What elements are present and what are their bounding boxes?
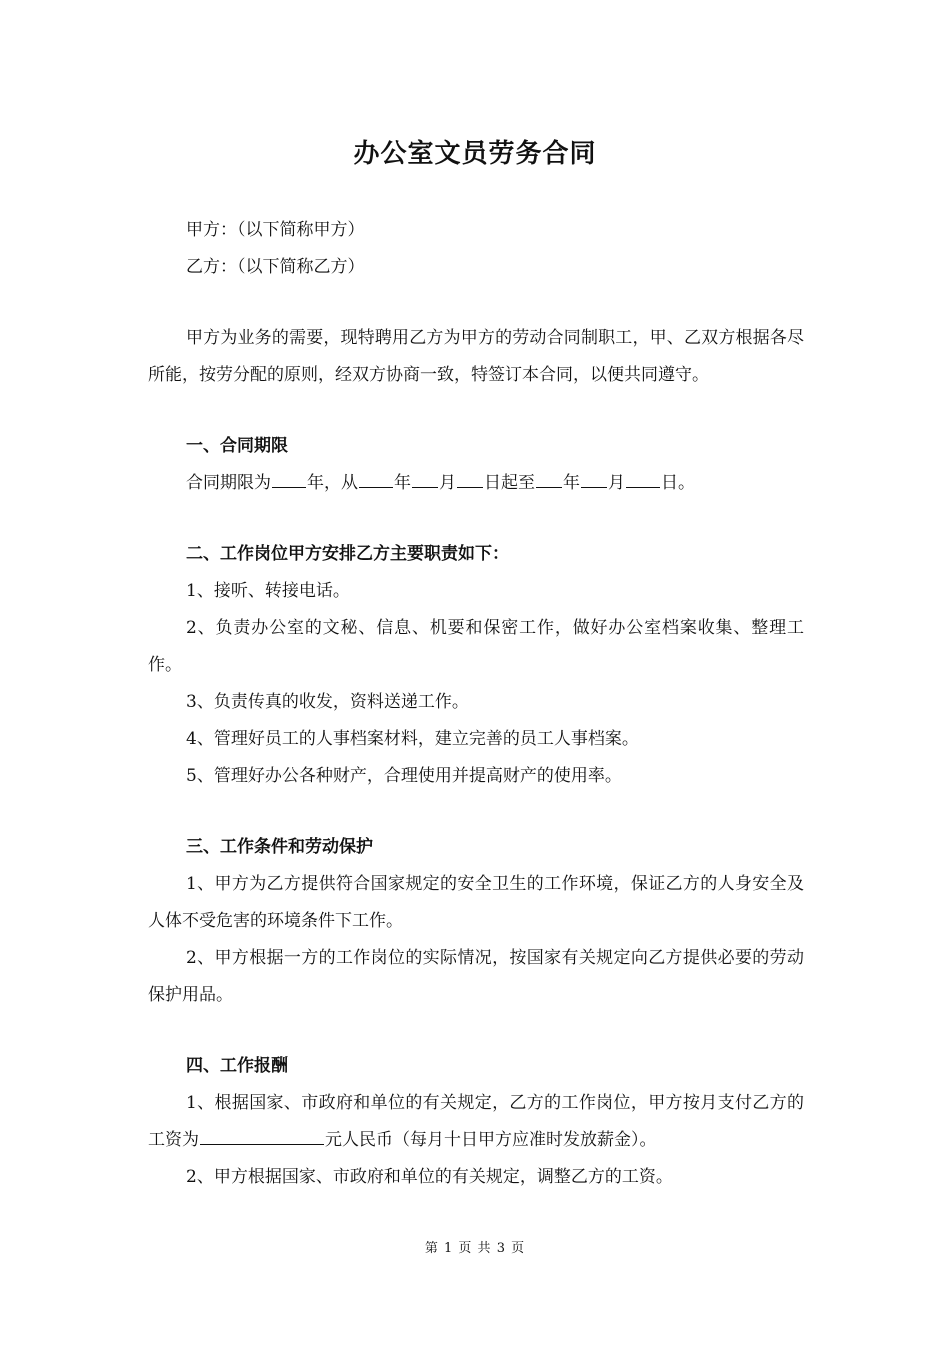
page-footer: 第 1 页 共 3 页 xyxy=(424,1241,526,1256)
term-text-1: 年，从 xyxy=(307,473,358,493)
salary-amount-blank xyxy=(200,1124,324,1145)
duty-item: 5、管理好办公各种财产，合理使用并提高财产的使用率。 xyxy=(186,766,622,786)
term-prefix: 合同期限为 xyxy=(186,473,271,493)
section-2-heading: 二、工作岗位甲方安排乙方主要职责如下： xyxy=(186,544,509,564)
end-month-blank xyxy=(581,467,607,488)
party-b-line: 乙方：（以下简称乙方） xyxy=(186,257,365,277)
condition-item: 2、甲方根据一方的工作岗位的实际情况，按国家有关规定向乙方提供必要的劳动保护用品。 xyxy=(148,948,804,1005)
contract-term-line xyxy=(148,465,804,502)
term-text-7: 日。 xyxy=(661,473,695,493)
start-year-blank xyxy=(359,467,393,488)
duty-item: 3、负责传真的收发，资料送递工作。 xyxy=(186,692,469,712)
start-month-blank xyxy=(412,467,438,488)
document-title: 办公室文员劳务合同 xyxy=(353,139,597,169)
duty-item: 1、接听、转接电话。 xyxy=(186,581,350,601)
end-year-blank xyxy=(536,467,562,488)
intro-paragraph: 甲方为业务的需要，现特聘用乙方为甲方的劳动合同制职工，甲、乙双方根据各尽所能，按劳分配的原则，经双方协商一致，特签订本合同，以便共同遵守。 xyxy=(148,328,804,385)
duty-item: 4、管理好员工的人事档案材料，建立完善的员工人事档案。 xyxy=(186,729,639,749)
term-years-blank xyxy=(272,467,306,488)
section-3-heading: 三、工作条件和劳动保护 xyxy=(186,837,373,857)
duty-item: 2、负责办公室的文秘、信息、机要和保密工作，做好办公室档案收集、整理工作。 xyxy=(148,618,804,675)
start-day-blank xyxy=(457,467,483,488)
salary-item xyxy=(148,1085,804,1159)
term-text-2: 年 xyxy=(394,473,411,493)
party-a-line: 甲方：（以下简称甲方） xyxy=(186,220,365,240)
term-text-4: 日起至 xyxy=(484,473,535,493)
end-day-blank xyxy=(626,467,660,488)
term-text-3: 月 xyxy=(439,473,456,493)
document-body xyxy=(148,212,804,1196)
salary-adjust-item: 2、甲方根据国家、市政府和单位的有关规定，调整乙方的工资。 xyxy=(186,1167,673,1187)
salary-suffix: 元人民币（每月十日甲方应准时发放薪金）。 xyxy=(325,1130,657,1150)
section-1-heading: 一、合同期限 xyxy=(186,436,288,456)
term-text-5: 年 xyxy=(563,473,580,493)
salary-prefix: 1、根据国家、市政府和单位的有关规定，乙方的工作岗位，甲方按月支付乙方的工资为 xyxy=(148,1093,804,1150)
condition-item: 1、甲方为乙方提供符合国家规定的安全卫生的工作环境，保证乙方的人身安全及人体不受危害的环境条件下工作。 xyxy=(148,874,804,931)
term-text-6: 月 xyxy=(608,473,625,493)
section-4-heading: 四、工作报酬 xyxy=(186,1056,288,1076)
